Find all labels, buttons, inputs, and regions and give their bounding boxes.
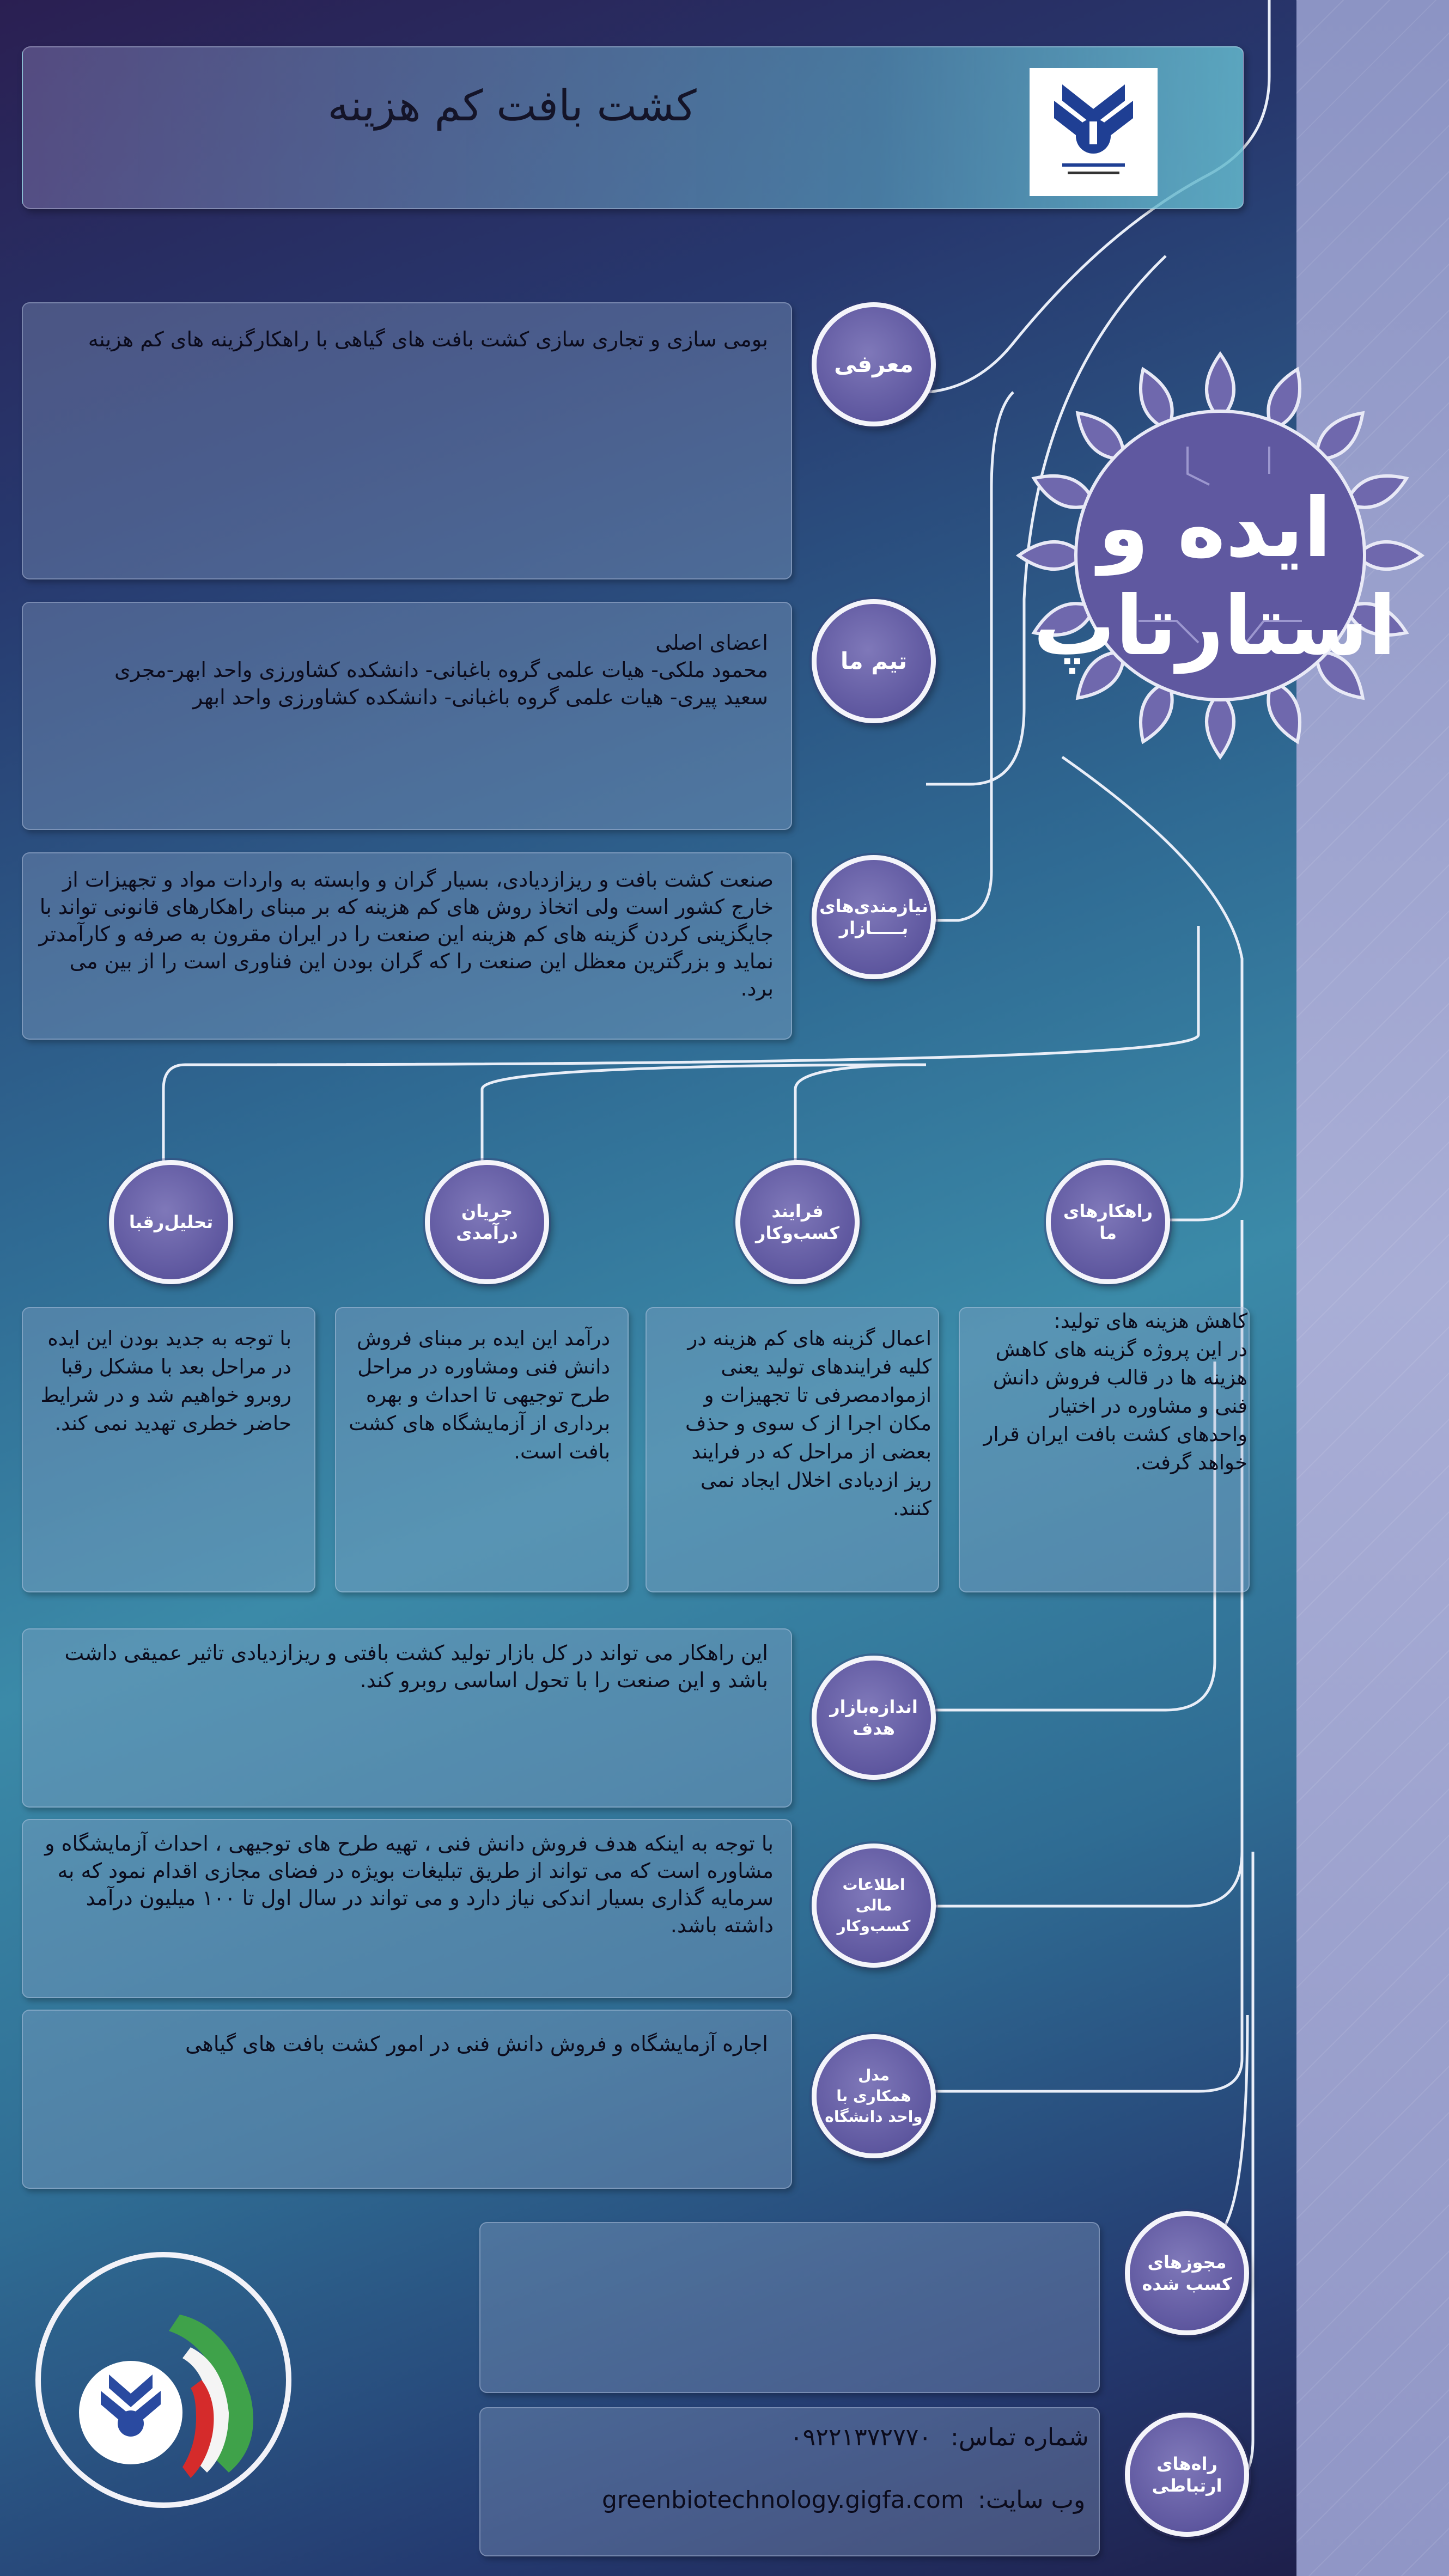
market-badge: اندازه‌بازار هدف (812, 1656, 936, 1780)
rivals-badge: تحلیل‌رقبا (109, 1160, 233, 1284)
rivals-text: با توجه به جدید بودن این ایده در مراحل بعد با مشکل رقبا روبرو خواهیم شد و در شرایط حاضر خطری تهدید نمی کند. (40, 1327, 291, 1435)
intro-text: بومی سازی و تجاری سازی کشت بافت های گیاهی با راهکارگزینه های کم هزینه (88, 327, 768, 351)
finance-badge: اطلاعات مالی کسب‌وکار (812, 1844, 936, 1968)
process-text: اعمال گزینه های کم هزینه در کلیه فرایندهای تولید یعنی ازموادمصرفی تا تجهیزات و مکان اجرا از ک سوی و حذف بعضی از مراحل که در فرایند ریز ازدیادی اخلال ایجاد نمی کنند. (685, 1327, 932, 1520)
contact-badge: راه‌های ارتباطی (1125, 2413, 1249, 2537)
market-text: این راهکار می تواند در کل بازار تولید کشت بافتی و ریزازدیادی تاثیر عمیقی داشت باشد و این صنعت را با تحول اساسی روبرو کند. (64, 1641, 768, 1692)
needs-text: صنعت کشت بافت و ریزازدیادی، بسیار گران و وابسته به واردات مواد و تجهیزات از خارج کشور است ولی اتخاذ روش های کم هزینه که بر مبنای راهکارهای قانونی تواند با جایگزینی کردن گزینه های کم هزینه این صنعت را در ایران مقرون به صرفه و کارآمدتر نماید و بزرگترین معظل این صنعت را که گران بودن این فناوری است را از بین می برد. (39, 868, 774, 1000)
revenue-text: درآمد این ایده بر مبنای فروش دانش فنی ومشاوره در مراحل طرح توجیهی تا احداث و بهره برداری از آزمایشگاه های کشت بافت است. (349, 1327, 610, 1463)
revenue-badge: جریان درآمدی (425, 1160, 549, 1284)
phone-value[interactable]: ۰۹۲۲۱۳۷۲۷۷۰ (790, 2424, 932, 2451)
licenses-panel (479, 2222, 1100, 2393)
solutions-text: کاهش هزینه های تولید: در این پروژه گزینه های کاهش هزینه ها در قالب فروش دانش فنی و مشاوره در اختیار واحدهای کشت بافت ایران قرار خواهد گرفت. (983, 1309, 1247, 1474)
cooperation-text: اجاره آزمایشگاه و فروش دانش فنی در امور کشت بافت های گیاهی (185, 2032, 768, 2056)
website-label: وب سایت: (978, 2486, 1086, 2514)
needs-badge: نیازمندی‌های بـــــازار (812, 855, 936, 979)
phone-label: شماره تماس: (951, 2424, 1089, 2451)
intro-badge: معرفی (812, 302, 936, 426)
team-text: اعضای اصلی محمود ملکی- هیات علمی گروه باغبانی- دانشکده کشاورزی واحد ابهر-مجری سعید پیری- هیات علمی گروه باغبانی- دانشکده کشاورزی واحد ابهر (114, 631, 768, 709)
licenses-badge: مجوزهای کسب شده (1125, 2211, 1249, 2335)
university-logo (1030, 68, 1158, 196)
process-badge: فرایند کسب‌وکار (735, 1160, 860, 1284)
finance-text: با توجه به اینکه هدف فروش دانش فنی ، تهیه طرح های توجیهی ، احداث آزمایشگاه و مشاوره است که می تواند از طریق تبلیغات بویژه در فضای مجازی اقدام نمود که به سرمایه گذاری بسیار اندکی نیاز دارد و می تواند در سال اول تا ۱۰۰ میلیون درآمد داشته باشد. (45, 1832, 774, 1937)
solutions-badge: راهکارهای ما (1046, 1160, 1170, 1284)
anniversary-emblem-icon (33, 2217, 294, 2522)
website-link[interactable]: greenbiotechnology.gigfa.com (602, 2486, 964, 2514)
cooperation-badge: مدل همکاری با واحد دانشگاه (812, 2034, 936, 2158)
page-title: کشت بافت کم هزینه (327, 82, 697, 131)
hero-text: ایده و استارتاپ (1033, 481, 1397, 674)
team-badge: تیم ما (812, 599, 936, 723)
